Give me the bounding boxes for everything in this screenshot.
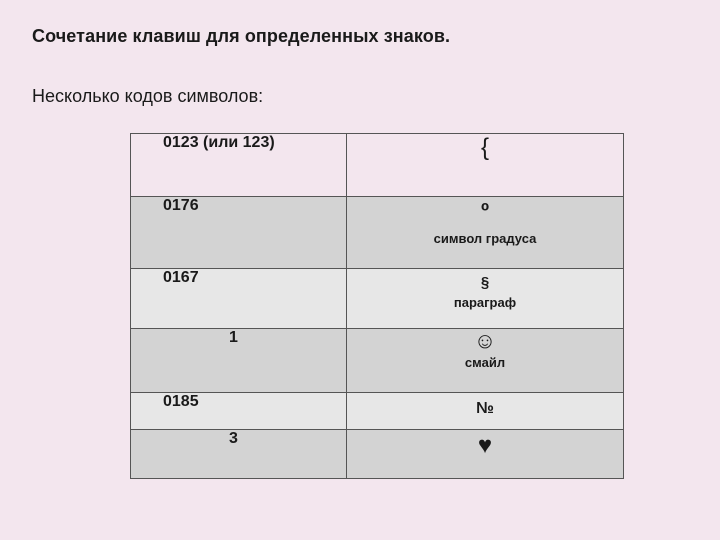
symbol-cell (347, 393, 624, 430)
code-cell: 0185 (131, 393, 347, 430)
symbol-cell (347, 134, 624, 197)
table-row (131, 430, 624, 479)
smiley-icon: ☺ (473, 328, 497, 353)
page-title: Сочетание клавиш для определенных знаков. (32, 26, 451, 46)
code-cell: 1 (131, 329, 347, 393)
table-row (131, 269, 624, 329)
symbol-description: символ градуса (433, 231, 537, 246)
heart-icon: ♥ (477, 432, 493, 459)
table-row (131, 134, 624, 197)
table-row (131, 329, 624, 393)
symbol-cell (347, 269, 624, 329)
table-row (131, 197, 624, 269)
symbol-codes-table (130, 133, 624, 479)
symbol-glyph: º (480, 198, 490, 223)
symbol-glyph: § (480, 274, 490, 291)
code-cell: 0176 (131, 197, 347, 269)
symbol-description: смайл (464, 355, 506, 370)
symbol-description: параграф (453, 295, 517, 310)
code-cell: 0123 (или 123) (131, 134, 347, 197)
symbol-glyph: № (476, 400, 494, 417)
code-cell: 0167 (131, 269, 347, 329)
code-cell: 3 (131, 430, 347, 479)
symbol-cell (347, 197, 624, 269)
symbol-cell (347, 430, 624, 479)
table-row (131, 393, 624, 430)
symbol-cell (347, 329, 624, 393)
intro-text: Несколько кодов символов: (32, 86, 264, 106)
symbol-glyph: { (480, 134, 489, 161)
